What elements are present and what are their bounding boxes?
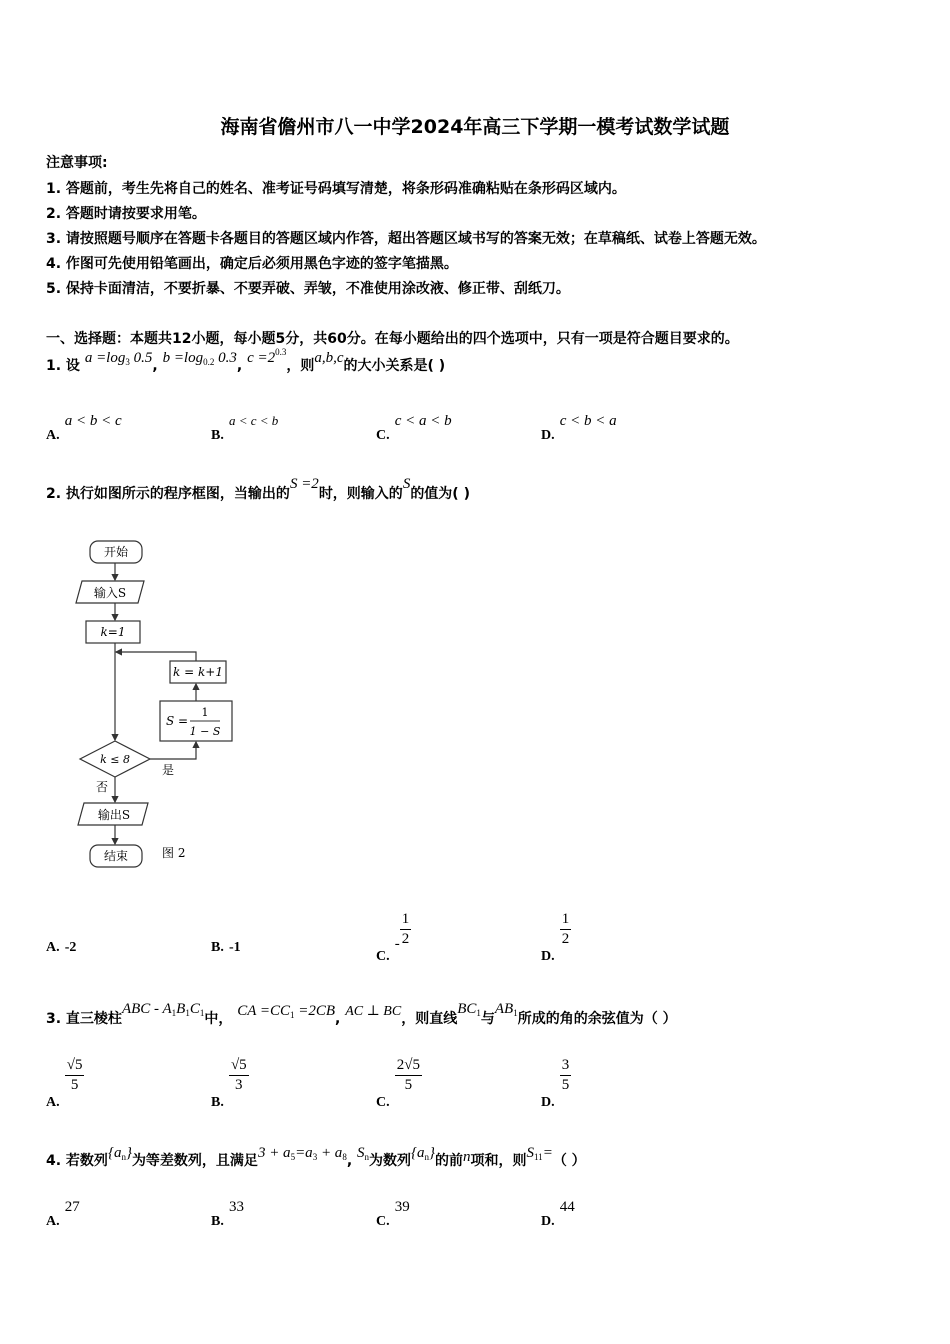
question-1: 1. 设 $a =\log_3$ 0.5, $b =\log_{0.2}$ 0.3, $c =2^{0.3}$，则a,b,c的大小关系是( ) — [46, 347, 446, 374]
fraction-denominator: 5 — [404, 1077, 413, 1093]
option-label: B. — [211, 940, 224, 955]
q3-in: 中， — [204, 1011, 233, 1027]
q1-vars: a,b,c — [314, 350, 344, 366]
option-label: A. — [46, 1095, 60, 1110]
q4-option-d[interactable] — [541, 1196, 575, 1229]
option-text: c < b < a — [559, 413, 617, 429]
option-label: D. — [541, 1095, 555, 1110]
q3-rel1b-text: =2CB — [294, 1003, 336, 1019]
flow-start-text: 开始 — [103, 545, 129, 559]
q3-option-c[interactable] — [376, 1056, 422, 1110]
option-label: C. — [376, 1214, 390, 1229]
fraction-denominator: 2 — [401, 931, 410, 947]
option-text: c < a < b — [394, 413, 452, 429]
q3-option-a[interactable] — [46, 1056, 84, 1110]
flow-init-text: k=1 — [100, 625, 126, 639]
q1-option-a[interactable] — [46, 410, 122, 443]
q3-suffix: 所成的角的余弦值为（ ） — [517, 1011, 677, 1027]
note-item: 1. 答题前，考生先将自己的姓名、准考证号码填写清楚，将条形码准确粘贴在条形码区域内。 — [46, 181, 626, 197]
flow-cond-text: k ≤ 8 — [100, 753, 130, 766]
q2-option-c[interactable] — [376, 910, 411, 964]
option-label: B. — [211, 1214, 224, 1229]
q1-c-base: c =2 — [247, 350, 276, 366]
fraction-denominator: 5 — [561, 1077, 570, 1093]
option-sign: - — [394, 936, 400, 952]
q1-b-base: 0.2 — [203, 357, 215, 367]
option-label: D. — [541, 949, 555, 964]
q3-relation-2: AC ⊥ BC — [345, 1004, 402, 1019]
note-item: 5. 保持卡面清洁，不要折暴、不要弄破、弄皱，不准使用涂改液、修正带、刮纸刀。 — [46, 281, 570, 297]
q4-mid3: 的前 — [435, 1153, 464, 1169]
option-text: 27 — [64, 1199, 80, 1215]
flow-input-text: 输入S — [93, 586, 127, 600]
q2-option-a[interactable] — [46, 936, 76, 956]
q1-option-b[interactable] — [211, 410, 279, 443]
option-text: 44 — [559, 1199, 575, 1215]
q3-relation-1: CA $=CC_1 =2CB$ — [237, 1003, 336, 1020]
q4-seq-text: a — [113, 1145, 122, 1161]
notes-heading: 注意事项: — [46, 155, 108, 171]
q1-c-exp: 0.3 — [275, 347, 287, 357]
q1-option-c[interactable] — [376, 410, 452, 443]
flow-assign-den: 1 − S — [189, 725, 221, 738]
note-item: 4. 作图可先使用铅笔画出，确定后必须用黑色字迹的签字笔描黑。 — [46, 256, 458, 272]
q1-b-value: 0.3 — [214, 350, 237, 366]
q4-mid2: 为数列 — [369, 1153, 412, 1169]
q1-a-expr — [85, 350, 153, 366]
q1-suffix: 的大小关系是( ) — [343, 358, 446, 374]
q4-sequence-2: $\{a_n\}$ — [411, 1145, 436, 1162]
q4-prefix: 4. 若数列 — [46, 1153, 108, 1169]
q3-line-1: BC — [457, 1001, 477, 1017]
q3-prism: ABC - $A_1B_1C_1$ — [121, 1001, 205, 1018]
q2-suffix: 的值为( ) — [410, 486, 470, 502]
option-text: 39 — [394, 1199, 410, 1215]
option-label: C. — [376, 428, 390, 443]
q4-option-c[interactable] — [376, 1196, 410, 1229]
q3-and: 与 — [480, 1011, 495, 1027]
option-label: A. — [46, 940, 60, 955]
q4-eq-text: 3 + a — [257, 1145, 291, 1161]
q2-prefix: 2. 执行如图所示的程序框图，当输出的 — [46, 486, 290, 502]
question-2 — [46, 476, 470, 503]
q2-option-b[interactable] — [211, 936, 241, 956]
fraction-numerator: 3 — [560, 1056, 572, 1076]
note-item: 2. 答题时请按要求用笔。 — [46, 206, 206, 222]
q4-sequence-1: $\{a_n\}$ — [107, 1145, 132, 1162]
option-fraction — [560, 910, 572, 949]
fraction-numerator: 1 — [400, 910, 412, 930]
fraction-denominator: 3 — [235, 1077, 243, 1093]
fraction-denominator: 5 — [70, 1077, 79, 1093]
q1-b-expr — [163, 350, 237, 366]
option-label: B. — [211, 1095, 224, 1110]
question-3: 3. 直三棱柱ABC - $A_1B_1C_1$中， CA $=CC_1 =2CB$, AC ⊥ BC，则直线$BC_1$与$AB_1$所成的角的余弦值为（ ） — [46, 1001, 677, 1027]
q1-a-value: 0.5 — [129, 350, 153, 366]
q3-option-b[interactable] — [211, 1056, 249, 1110]
option-text: -2 — [64, 940, 77, 955]
option-text: 33 — [228, 1199, 244, 1215]
option-fraction — [395, 1056, 422, 1095]
q2-mid: 时，则输入的 — [318, 486, 403, 502]
flowchart — [70, 535, 250, 875]
option-text: a < b < c — [64, 413, 122, 429]
q3-prefix: 3. 直三棱柱 — [46, 1011, 122, 1027]
fraction-numerator: √5 — [65, 1056, 85, 1076]
flow-output-text: 输出S — [97, 808, 131, 822]
flow-yes-label: 是 — [162, 763, 175, 777]
option-label: A. — [46, 1214, 60, 1229]
q4-mid4: 项和，则 — [470, 1153, 527, 1169]
option-label: B. — [211, 428, 224, 443]
flow-assign-num: 1 — [201, 706, 209, 719]
fraction-denominator: 2 — [561, 931, 570, 947]
q4-mid1: 为等差数列，且满足 — [131, 1153, 258, 1169]
q4-equation: $3 + a_5=a_3 + a_8$ — [257, 1145, 347, 1162]
q3-line-2: AB — [494, 1001, 514, 1017]
fraction-numerator: 2√5 — [395, 1056, 422, 1076]
flow-figure-label: 图 2 — [162, 846, 186, 860]
note-item: 3. 请按照题号顺序在答题卡各题目的答题区域内作答，超出答题区域书写的答案无效；在草稿纸、试卷上答题无效。 — [46, 231, 766, 247]
option-label: A. — [46, 428, 60, 443]
q3-option-d[interactable] — [541, 1056, 571, 1110]
option-fraction — [400, 910, 412, 949]
q3-prism-text: ABC - A — [121, 1001, 172, 1017]
option-label: D. — [541, 428, 555, 443]
q1-then: ，则 — [286, 358, 315, 374]
q1-option-d[interactable] — [541, 410, 617, 443]
option-fraction — [560, 1056, 572, 1095]
q4-option-b[interactable] — [211, 1196, 244, 1229]
q1-a-base: 3 — [125, 357, 130, 367]
option-label: C. — [376, 949, 390, 964]
q2-option-d[interactable] — [541, 910, 571, 964]
flow-end-text: 结束 — [103, 849, 129, 863]
q1-prefix: 1. 设 — [46, 358, 80, 374]
q1-a-log: a =log — [84, 350, 126, 366]
q4-sum-symbol: $S_n$ — [357, 1145, 370, 1162]
flow-no-label: 否 — [96, 780, 109, 794]
q4-option-a[interactable] — [46, 1196, 80, 1229]
flow-inc-text: k = k+1 — [173, 665, 223, 679]
option-text: a < c < b — [228, 413, 279, 428]
page-title: 海南省儋州市八一中学2024年高三下学期一模考试数学试题 — [220, 116, 730, 138]
option-fraction — [65, 1056, 85, 1095]
fraction-numerator: √5 — [229, 1056, 249, 1076]
q3-then: ，则直线 — [401, 1011, 458, 1027]
q2-condition: S =2 — [289, 476, 319, 492]
option-label: C. — [376, 1095, 390, 1110]
q4-suffix: （ ） — [552, 1153, 586, 1169]
q4-n: n — [463, 1149, 471, 1165]
q4-target: $S_{11}=$ — [526, 1145, 553, 1162]
q3-rel1-text: CA =CC — [237, 1003, 290, 1019]
q1-c-expr — [247, 347, 287, 366]
section-heading: 一、选择题：本题共12小题，每小题5分，共60分。在每小题给出的四个选项中，只有一项是符合题目要求的。 — [46, 331, 739, 347]
question-4: 4. 若数列$\{a_n\}$为等差数列，且满足$3 + a_5=a_3 + a_8$, $S_n$为数列$\{a_n\}$的前n项和，则$S_{11}=$（ ） — [46, 1145, 586, 1169]
q1-b-log: b =log — [162, 350, 204, 366]
q2-var: S — [402, 476, 411, 492]
option-fraction — [229, 1056, 249, 1095]
option-label: D. — [541, 1214, 555, 1229]
fraction-numerator: 1 — [560, 910, 572, 930]
option-text: -1 — [228, 940, 241, 955]
flow-assign-lhs: S = — [166, 714, 189, 728]
